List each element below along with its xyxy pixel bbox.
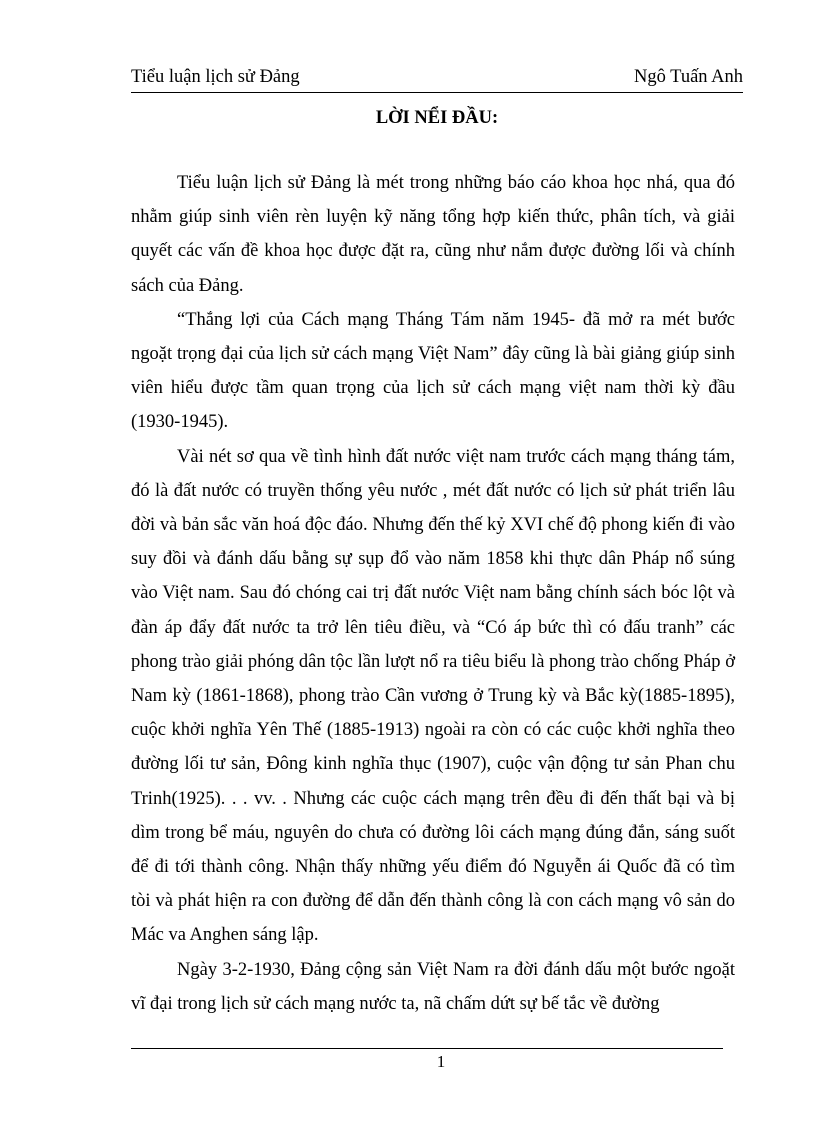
footer-divider	[131, 1048, 723, 1049]
header-divider	[131, 92, 743, 93]
paragraph-2: “Thắng lợi của Cách mạng Tháng Tám năm 1945- đã mở ra mét bước ngoặt trọng đại của lịch sử cách mạng Việt Nam” đây cũng là bài giảng giúp sinh viên hiểu được tầm quan trọng của lịch sử cách mạng việt nam thời kỳ đầu (1930-1945).	[131, 309, 735, 433]
section-title: LỜI NỂI ĐẦU:	[375, 108, 499, 128]
paragraph-3: Vài nét sơ qua về tình hình đất nước việt nam trước cách mạng tháng tám, đó là đất nước có truyền thống yêu nước , mét đất nước có lịch sử phát triển lâu đời và bản sắc văn hoá độc đáo. Nhưng đến thế kỷ XVI chế độ phong kiến đi vào suy đồi và đánh dấu bằng sự sụp đổ vào năm 1858 khi thực dân Pháp nổ súng vào Việt nam. Sau đó chóng cai trị đất nước Việt nam bằng chính sách bóc lột và đàn áp đẩy đất nước ta trở lên tiêu điều, và “Có áp bức thì có đấu tranh” các phong trào giải phóng dân tộc lần lượt nổ ra tiêu biểu là phong trào chống Pháp ở Nam kỳ (1861-1868), phong trào Cần vương ở Trung kỳ và Bắc kỳ(1885-1895), cuộc khởi nghĩa Yên Thế (1885-1913) ngoài ra còn có các cuộc khởi nghĩa theo đường lối tư sản, Đông kinh nghĩa thục (1907), cuộc vận động tư sản Phan chu Trinh(1925). . . vv. . Nhưng các cuộc cách mạng trên đều đi đến thất bại và bị dìm trong bể máu, nguyên do chưa có đường lôi cách mạng đúng đắn, sáng suốt để đi tới thành công. Nhận thấy những yếu điểm đó Nguyễn ái Quốc đã có tìm tòi và phát hiện ra con đường để dẫn đến thành công là con cách mạng vô sản do Mác va Anghen sáng lập.	[131, 446, 735, 946]
header-document-title: Tiểu luận lịch sử Đảng	[131, 67, 300, 87]
page-header	[131, 63, 743, 91]
header-author-name: Ngô Tuấn Anh	[634, 67, 743, 87]
paragraph-1: Tiểu luận lịch sử Đảng là mét trong những báo cáo khoa học nhá, qua đó nhằm giúp sinh viên rèn luyện kỹ năng tổng hợp kiến thức, phân tích, và giải quyết các vấn đề khoa học được đặt ra, cũng như nắm được đường lối và chính sách của Đảng.	[131, 173, 735, 296]
paragraph-4: Ngày 3-2-1930, Đảng cộng sản Việt Nam ra đời đánh dấu một bước ngoặt vĩ đại trong lịch sử cách mạng nước ta, nã chấm dứt sự bế tắc về đường	[131, 959, 735, 1014]
body-text	[131, 166, 735, 1021]
page-number: 1	[436, 1052, 446, 1071]
